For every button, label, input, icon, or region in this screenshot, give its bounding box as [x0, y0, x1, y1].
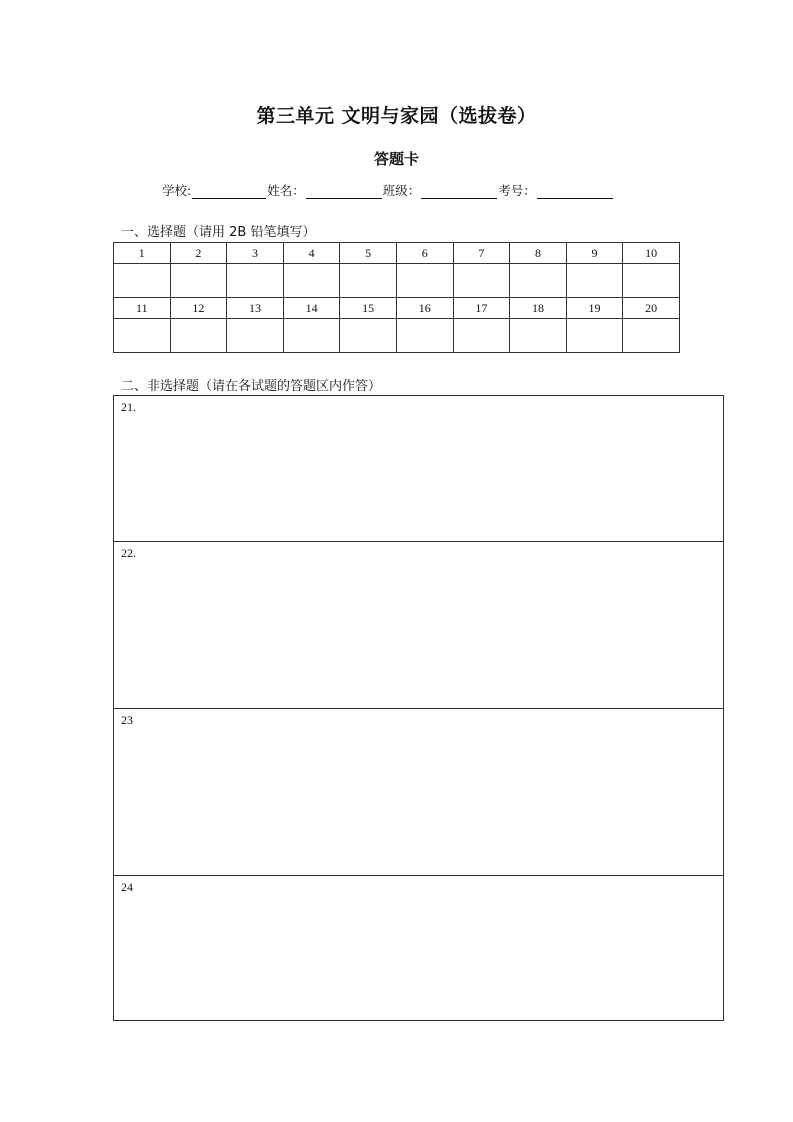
question-number: 2: [170, 243, 227, 264]
question-number: 18: [510, 298, 567, 319]
section1-heading: 一、选择题（请用 2B 铅笔填写）: [121, 225, 316, 240]
section2-heading: 二、非选择题（请在各试题的答题区内作答）: [121, 379, 382, 394]
answer-cell[interactable]: [453, 264, 510, 298]
question-number: 10: [623, 243, 680, 264]
answer-cell[interactable]: [283, 319, 340, 353]
name-field[interactable]: [306, 184, 382, 199]
answer-cell[interactable]: [396, 319, 453, 353]
answer-cell[interactable]: [510, 319, 567, 353]
class-label: 班级：: [382, 183, 421, 198]
page-title: 第三单元 文明与家园（选拔卷）: [256, 105, 537, 127]
answer-cell[interactable]: [510, 264, 567, 298]
answer-row: [114, 319, 680, 353]
student-info-line: [162, 181, 614, 199]
question-label: 22.: [121, 546, 136, 560]
answer-cell[interactable]: [170, 264, 227, 298]
question-number: 7: [453, 243, 510, 264]
question-label: 23: [121, 713, 133, 727]
multiple-choice-grid: [113, 242, 680, 353]
answer-cell[interactable]: [227, 264, 284, 298]
question-number: 5: [340, 243, 397, 264]
question-number: 14: [283, 298, 340, 319]
answer-cell[interactable]: [566, 319, 623, 353]
question-number-row: [114, 243, 680, 264]
answer-cell[interactable]: [114, 319, 171, 353]
answer-area-24[interactable]: [113, 876, 724, 1021]
answer-cell[interactable]: [453, 319, 510, 353]
answer-card-subtitle: 答题卡: [373, 150, 419, 168]
answer-cell[interactable]: [283, 264, 340, 298]
question-label: 21.: [121, 400, 136, 414]
answer-cell[interactable]: [227, 319, 284, 353]
name-label: 姓名：: [267, 183, 305, 198]
answer-cell[interactable]: [170, 319, 227, 353]
answer-cell[interactable]: [340, 319, 397, 353]
question-number: 16: [396, 298, 453, 319]
question-number: 20: [623, 298, 680, 319]
class-field[interactable]: [421, 184, 497, 199]
school-field[interactable]: [192, 184, 266, 199]
question-number: 1: [114, 243, 171, 264]
exam-number-field[interactable]: [537, 184, 613, 199]
question-number: 19: [566, 298, 623, 319]
answer-area-22[interactable]: [113, 542, 724, 709]
question-number: 15: [340, 298, 397, 319]
answer-cell[interactable]: [623, 319, 680, 353]
answer-cell[interactable]: [340, 264, 397, 298]
question-number: 11: [114, 298, 171, 319]
exam-number-label: 考号：: [498, 183, 536, 198]
question-number: 3: [227, 243, 284, 264]
answer-cell[interactable]: [114, 264, 171, 298]
question-number: 4: [283, 243, 340, 264]
answer-cell[interactable]: [396, 264, 453, 298]
answer-row: [114, 264, 680, 298]
school-label: 学校:: [162, 183, 192, 198]
answer-cell[interactable]: [566, 264, 623, 298]
question-number: 12: [170, 298, 227, 319]
question-number-row: [114, 298, 680, 319]
question-number: 13: [227, 298, 284, 319]
answer-area-21[interactable]: [113, 395, 724, 542]
question-number: 9: [566, 243, 623, 264]
question-label: 24: [121, 880, 133, 894]
question-number: 17: [453, 298, 510, 319]
answer-cell[interactable]: [623, 264, 680, 298]
answer-area-23[interactable]: [113, 709, 724, 876]
question-number: 6: [396, 243, 453, 264]
question-number: 8: [510, 243, 567, 264]
